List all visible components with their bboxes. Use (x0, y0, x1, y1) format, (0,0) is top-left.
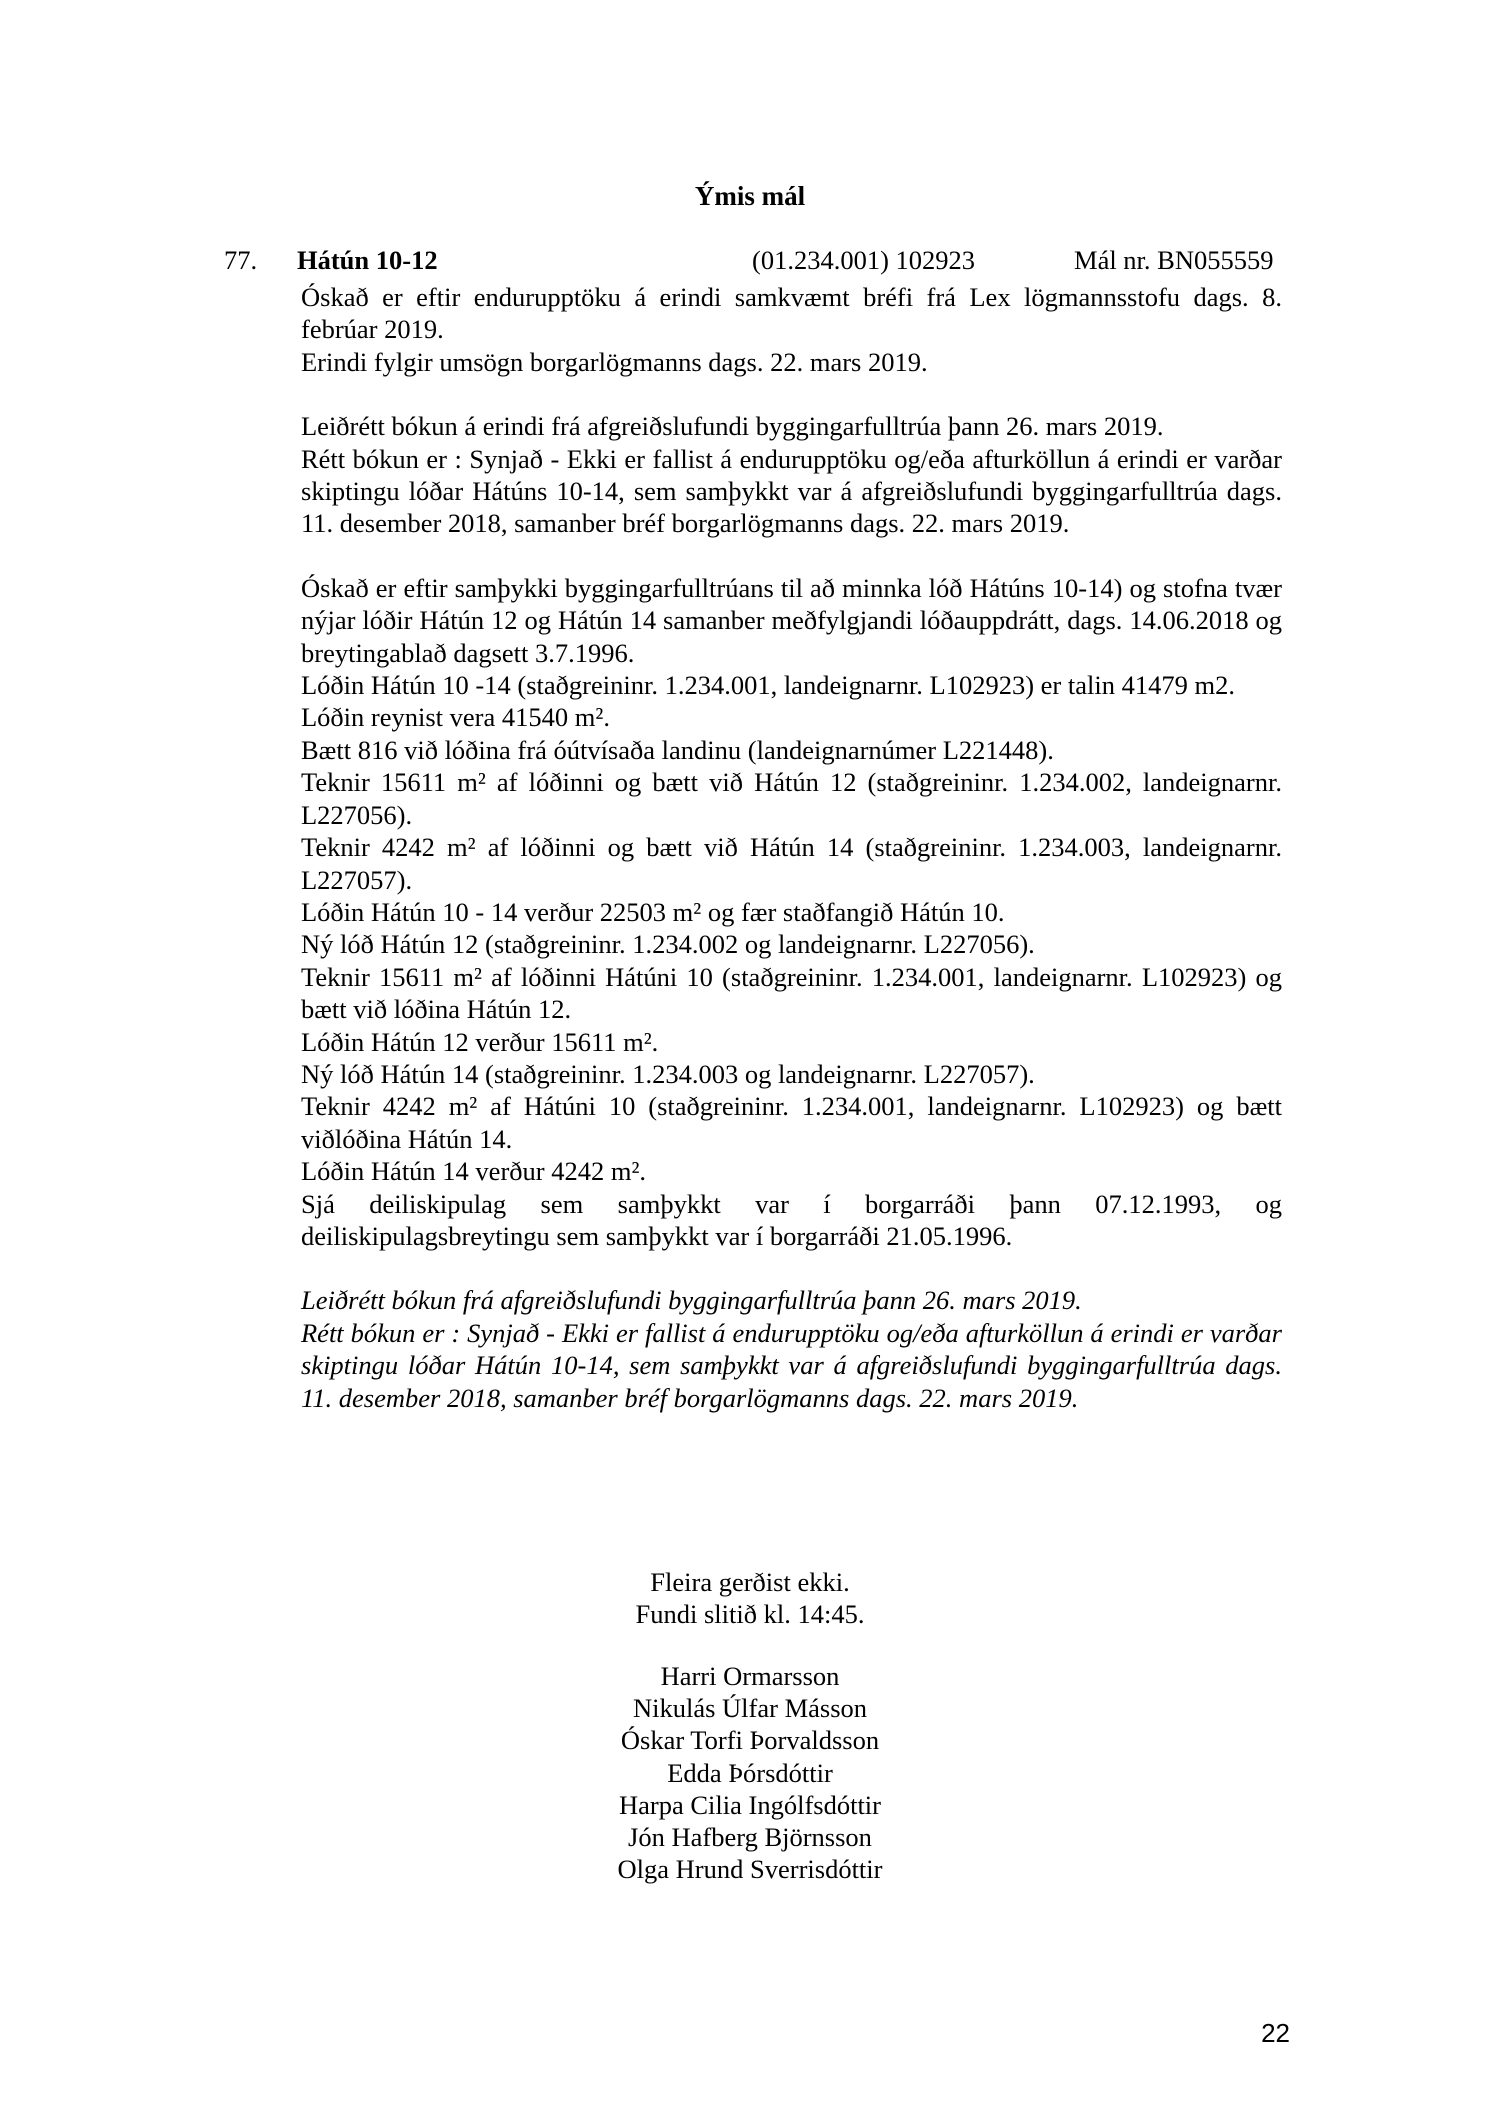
case-paragraph: Lóðin reynist vera 41540 m². (301, 702, 610, 733)
case-paragraph: Óskað er eftir samþykki byggingarfulltrúans til að minnka lóð Hátúns 10-14) og stofna tvær nýjar lóðir Hátún 12 og Hátún 14 samanber meðfylgjandi lóðauppdrátt, dags. 14.06.2018 og breytingablað dagsett 3.7.1996. (301, 572, 1282, 668)
case-body (301, 281, 1282, 1414)
signer-name: Harri Ormarsson (660, 1661, 840, 1691)
case-title: Hátún 10-12 (297, 245, 438, 275)
closing-line: Fleira gerðist ekki. (650, 1567, 850, 1597)
section-title: Ýmis mál (694, 181, 806, 211)
signer-name: Nikulás Úlfar Másson (632, 1693, 868, 1724)
case-paragraph: Lóðin Hátún 10 -14 (staðgreininr. 1.234.001, landeignarnr. L102923) er talin 41479 m2. (301, 670, 1235, 701)
case-paragraph: Óskað er eftir endurupptöku á erindi samkvæmt bréfi frá Lex lögmannsstofu dags. 8. febrúar 2019. (301, 282, 1282, 345)
signer-name: Edda Þórsdóttir (667, 1757, 833, 1788)
signer-name: Jón Hafberg Björnsson (628, 1822, 872, 1853)
signer-list (0, 1660, 1500, 1885)
case-paragraph: Leiðrétt bókun frá afgreiðslufundi byggingarfulltrúa þann 26. mars 2019. (301, 1285, 1082, 1316)
page-number: 22 (1261, 2018, 1290, 2048)
signer-name: Olga Hrund Sverrisdóttir (617, 1854, 883, 1885)
case-paragraph: Ný lóð Hátún 12 (staðgreininr. 1.234.002 og landeignarnr. L227056). (301, 929, 1035, 960)
case-paragraph: Ný lóð Hátún 14 (staðgreininr. 1.234.003 og landeignarnr. L227057). (301, 1058, 1035, 1089)
case-header (0, 244, 1500, 278)
case-paragraph: Lóðin Hátún 14 verður 4242 m². (301, 1156, 647, 1187)
case-paragraph: Erindi fylgir umsögn borgarlögmanns dags. 22. mars 2019. (301, 346, 928, 377)
case-paragraph: Teknir 15611 m² af lóðinni og bætt við Hátún 12 (staðgreininr. 1.234.002, landeignarnr. L227056). (301, 767, 1282, 830)
closing-line: Fundi slitið kl. 14:45. (635, 1599, 865, 1630)
case-number: 77. (224, 245, 258, 275)
case-paragraph: Lóðin Hátún 10 - 14 verður 22503 m² og fær staðfangið Hátún 10. (301, 896, 1005, 927)
case-paragraph: Sjá deiliskipulag sem samþykkt var í borgarráði þann 07.12.1993, og deiliskipulagsbreytingu sem samþykkt var í borgarráði 21.05.1996. (301, 1188, 1282, 1251)
case-reference: (01.234.001) 102923 (752, 245, 976, 275)
case-paragraph: Teknir 4242 m² af Hátúni 10 (staðgreininr. 1.234.001, landeignarnr. L102923) og bætt viðlóðina Hátún 14. (301, 1091, 1282, 1154)
case-paragraph: Teknir 15611 m² af lóðinni Hátúni 10 (staðgreininr. 1.234.001, landeignarnr. L102923) og bætt við lóðina Hátún 12. (301, 961, 1282, 1025)
case-paragraph: Bætt 816 við lóðina frá óútvísaða landinu (landeignarnúmer L221448). (301, 734, 1054, 765)
closing-block (0, 1566, 1500, 1631)
signer-name: Óskar Torfi Þorvaldsson (620, 1725, 880, 1756)
signer-name: Harpa Cilia Ingólfsdóttir (619, 1789, 881, 1820)
case-paragraph: Lóðin Hátún 12 verður 15611 m². (301, 1026, 659, 1057)
case-id: Mál nr. BN055559 (1074, 245, 1274, 275)
case-paragraph: Rétt bókun er : Synjað - Ekki er fallist á endurupptöku og/eða afturköllun á erindi er varðar skiptingu lóðar Hátúns 10-14, sem samþykkt var á afgreiðslufundi byggingarfulltrúa dags. 11. desember 2018, samanber bréf borgarlögmanns dags. 22. mars 2019. (301, 443, 1282, 539)
case-paragraph: Teknir 4242 m² af lóðinni og bætt við Hátún 14 (staðgreininr. 1.234.003, landeignarnr. L227057). (301, 832, 1282, 895)
case-paragraph: Rétt bókun er : Synjað - Ekki er fallist á endurupptöku og/eða afturköllun á erindi er varðar skiptingu lóðar Hátún 10-14, sem samþykkt var á afgreiðslufundi byggingarfulltrúa dags. 11. desember 2018, samanber bréf borgarlögmanns dags. 22. mars 2019. (301, 1317, 1282, 1413)
case-paragraph: Leiðrétt bókun á erindi frá afgreiðslufundi byggingarfulltrúa þann 26. mars 2019. (301, 411, 1164, 442)
